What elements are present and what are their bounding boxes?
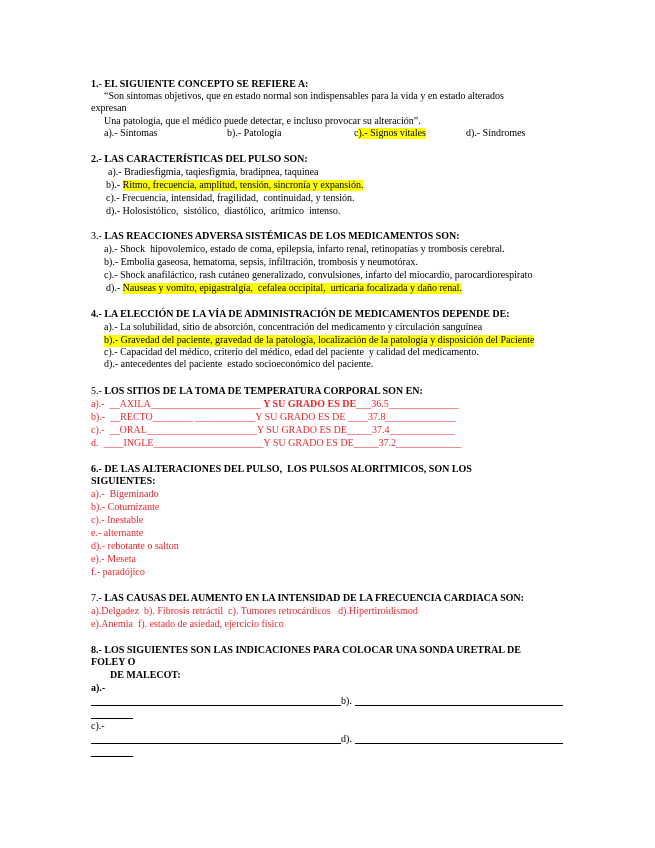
q3-option-a: a).- Shock hipovolemico, estado de coma, epilepsia, infarto renal, retinopatías y trombosis cerebral. (104, 244, 505, 255)
q3-title-number: 3.- (91, 231, 105, 242)
q2-option-c: c).- Frecuencia, intensidad, fragilidad, continuidad, y tensión. (106, 193, 355, 204)
q4-option-c: c).- Capacidad del médico, criterio del médico, edad del paciente y calidad del medicamento. (104, 347, 479, 358)
q4-option-d: d).- antecedentes del paciente estado socioeconómico del paciente. (104, 359, 374, 370)
q7-title (91, 593, 524, 605)
q3-option-b: b).- Embolia gaseosa, hematoma, sepsis, infiltración, trombosis y neumotórax. (104, 257, 418, 268)
q4-option-b: b).- Gravedad del paciente, gravedad de la patología, localización de la patología y disposición del Paciente (104, 335, 535, 346)
q8-label-a: a).- (91, 683, 106, 694)
q6-answer: b).- Coturnizante (91, 502, 160, 513)
q5-title (91, 386, 423, 398)
q5-answer-a-label: Y SU GRADO ES DE (263, 399, 357, 410)
q8-label-d: d). (341, 734, 352, 745)
q3-title-text: LAS REACCIONES ADVERSA SISTÉMICAS DE LOS MEDICAMENTOS SON: (104, 231, 460, 242)
q8-title-line-2: FOLEY O (91, 657, 136, 668)
q3-option-d-answer: Nauseas y vomito, epigastralgía, cefalea occipital, urticaria focalizada y daño renal. (122, 283, 462, 294)
q8-answer-a-line (91, 705, 341, 706)
q1-option-c-answer: ).- Signos vitales (358, 128, 426, 139)
q7-title-text: LAS CAUSAS DEL AUMENTO EN LA INTENSIDAD DE LA FRECUENCIA CARDIACA SON: (104, 593, 524, 604)
q3-option-d (106, 283, 462, 295)
q2-option-b-prefix: b).- (106, 180, 123, 191)
q3-title (91, 231, 460, 243)
q3-option-d-prefix: d).- (106, 283, 123, 294)
q8-answer-d-line (355, 743, 563, 744)
q4-option-a: a).- La solubilidad, sitio de absorción, concentración del medicamento y circulación sanguínea (104, 322, 483, 333)
q2-option-b-answer: Ritmo, frecuencia, amplitud, tensión, sincronía y expansión. (122, 180, 364, 191)
q2-option-a: a).- Bradiesfigmia, taqiesfigmia, bradipnea, taquinea (108, 167, 319, 178)
q7-title-number: 7.- (91, 593, 105, 604)
q8-title-line-1: 8.- LOS SIGUIENTES SON LAS INDICACIONES PARA COLOCAR UNA SONDA URETRAL DE (91, 645, 521, 656)
q1-title: 1.- EL SIGUIENTE CONCEPTO SE REFIERE A: (91, 79, 309, 90)
q8-answer-b-line-continuation (91, 718, 133, 719)
q8-answer-d-line-continuation (91, 756, 133, 757)
q1-quote-line-1: “Son síntomas objetivos, que en estado normal son indispensables para la vida y en estado alterados (104, 91, 504, 102)
q6-answer: c).- Inestable (91, 515, 144, 526)
q5-answer-a (91, 399, 459, 411)
q5-answer-a-degree: ___36.5______________ (356, 399, 459, 410)
q8-label-c: c).- (91, 721, 105, 732)
q8-answer-c-line (91, 743, 341, 744)
q1-option-c-prefix: c (354, 128, 359, 139)
q6-title-line-1: 6.- DE LAS ALTERACIONES DEL PULSO, LOS PULSOS ALORITMICOS, SON LOS (91, 464, 472, 475)
q2-option-b (106, 180, 363, 192)
q8-answer-b-line (355, 705, 563, 706)
q6-answer: e.- alternante (91, 528, 144, 539)
q3-option-c: c).- Shock anafiláctico, rash cutáneo generalizado, convulsiones, infarto del miocardio, parocardiorespirato (104, 270, 533, 281)
q8-label-b: b). (341, 696, 352, 707)
q6-answer: a).- Bigeminado (91, 489, 159, 500)
q8-title-line-3: DE MALECOT: (110, 670, 181, 681)
q5-title-number: 5.- (91, 386, 105, 397)
q5-answer-c: c).- __ORAL______________________Y SU GRADO ES DE_____37.4_____________ (91, 425, 455, 436)
q1-quote-line-2: expresan (91, 103, 127, 114)
q1-quote-line-3: Una patología, que el médico puede detectar, e incluso provocar su alteración”. (104, 116, 421, 127)
q7-answer-line-2: e).Anemia f). estado de asiedad, ejercicio físico (91, 619, 284, 630)
q2-title: 2.- LAS CARACTERÍSTICAS DEL PULSO SON: (91, 154, 308, 165)
q6-answer: d).- rebotante o salton (91, 541, 179, 552)
q1-option-b: b).- Patología (227, 128, 282, 139)
q2-option-d: d).- Holosistólico, sistólico, diastólico, arítmico intenso. (106, 206, 341, 217)
q6-title-line-2: SIGUIENTES: (91, 476, 156, 487)
q1-option-a: a).- Síntomas (104, 128, 158, 139)
q1-option-c (354, 128, 426, 140)
q5-answer-a-site: a).- __AXILA______________________ (91, 399, 264, 410)
q5-answer-d: d. ____INGLE______________________Y SU GRADO ES DE_____37.2_____________ (91, 438, 462, 449)
q4-title: 4.- LA ELECCIÓN DE LA VÍA DE ADMINISTRACIÓN DE MEDICAMENTOS DEPENDE DE: (91, 309, 510, 320)
q6-answer: f.- paradójico (91, 567, 145, 578)
q7-answer-line-1: a).Delgadez b). Fibrosis retráctil c). Tumores retrocárdicos d).Hipertiroidismod (91, 606, 418, 617)
q6-answer: e).- Meseta (91, 554, 136, 565)
q1-option-d: d).- Síndromes (466, 128, 526, 139)
q5-title-text: LOS SITIOS DE LA TOMA DE TEMPERATURA CORPORAL SON EN: (104, 386, 423, 397)
q5-answer-b: b).- __RECTO________ ____________Y SU GRADO ES DE ____37.8______________ (91, 412, 456, 423)
